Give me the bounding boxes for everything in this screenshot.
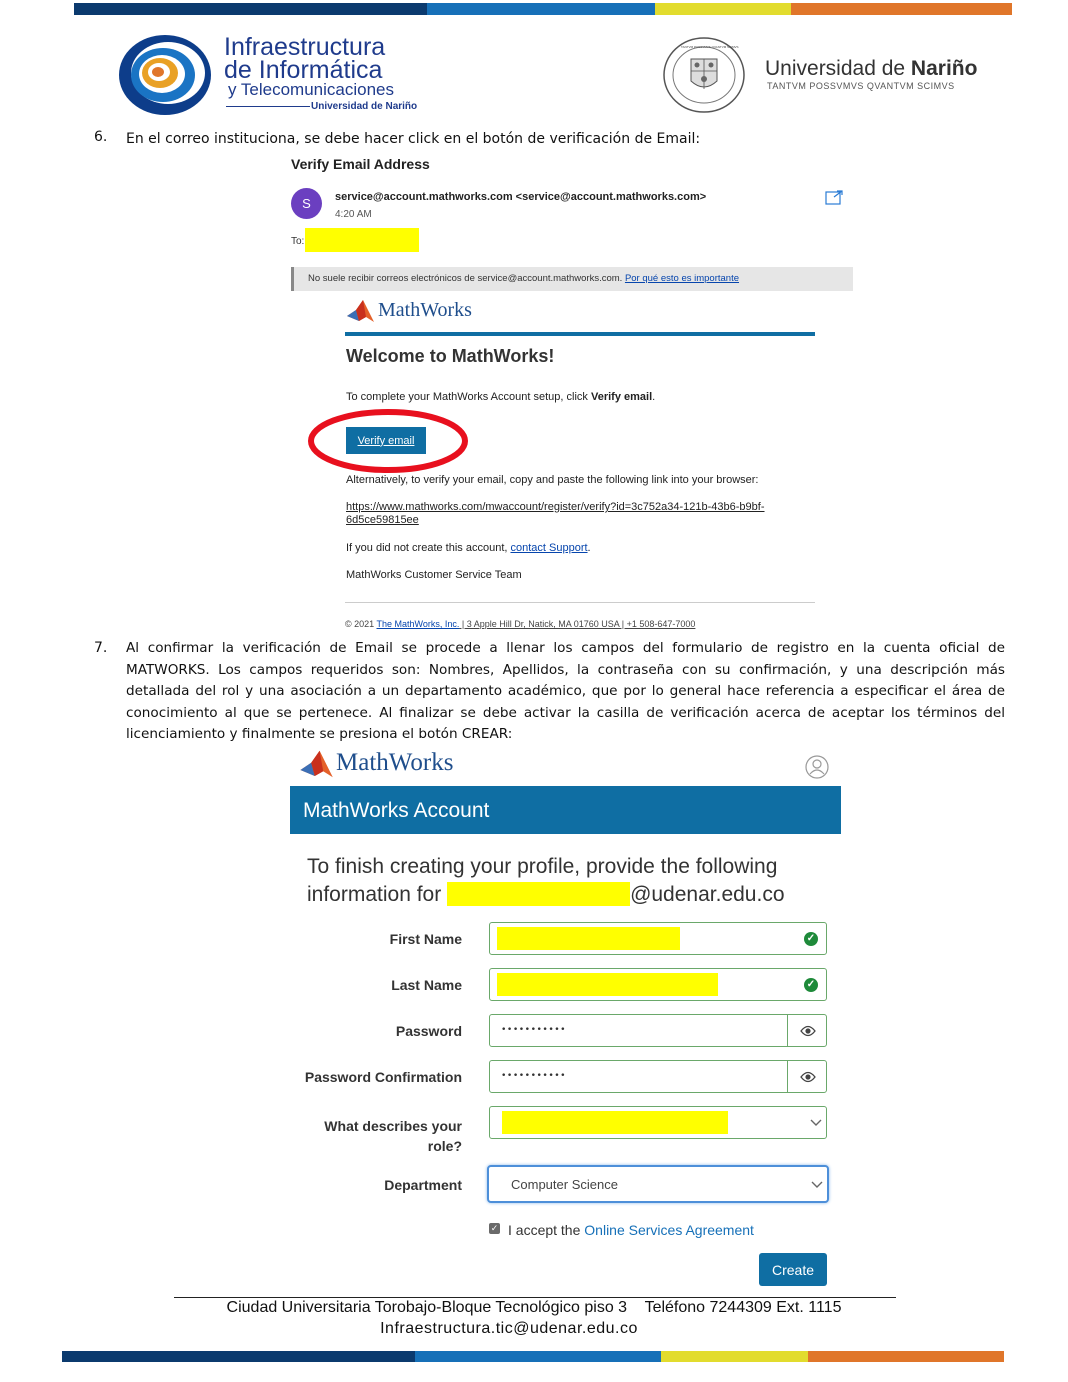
password-confirmation-label: Password Confirmation — [304, 1069, 462, 1085]
not-created-prefix: If you did not create this account, — [346, 542, 511, 554]
to-label: To: — [291, 236, 305, 247]
chevron-down-icon — [811, 1181, 823, 1189]
role-select[interactable] — [489, 1106, 827, 1139]
verify-email-button[interactable]: Verify email — [346, 427, 426, 454]
department-label: Department — [384, 1177, 462, 1193]
form-screenshot — [290, 746, 842, 1294]
step6-number: 6. — [94, 129, 108, 145]
udenar-name-prefix: Universidad de — [765, 57, 911, 80]
email-not-created — [346, 542, 591, 554]
eye-icon — [800, 1071, 816, 1083]
footer-copyright: © 2021 — [345, 619, 377, 629]
form-heading-domain: @udenar.edu.co — [630, 883, 785, 906]
accept-label — [508, 1222, 754, 1238]
accept-label-prefix: I accept the — [508, 1222, 585, 1238]
notice-message: No suele recibir correos electrónicos de service@account.mathworks.com. — [308, 273, 623, 284]
first-name-input[interactable] — [489, 922, 827, 955]
instruction-bold: Verify email — [590, 391, 653, 403]
tic-logo-emblem-icon — [118, 33, 216, 117]
create-button[interactable]: Create — [759, 1253, 827, 1286]
popout-icon[interactable] — [825, 190, 843, 205]
verify-link-line2[interactable]: 6d5ce59815ee — [346, 514, 419, 526]
password-value: ••••••••••• — [501, 1025, 567, 1035]
email-instruction — [346, 391, 655, 403]
role-redaction — [502, 1111, 728, 1134]
tic-logo-line2: de Informática — [224, 56, 383, 84]
footer-address: | 3 Apple Hill Dr, Natick, MA 01760 USA | +1 508-647-7000 — [459, 619, 696, 629]
form-heading — [307, 853, 785, 909]
tic-logo-line3: y Telecomunicaciones — [228, 80, 394, 99]
footer-rule — [174, 1297, 896, 1298]
password-label: Password — [395, 1023, 462, 1039]
email-screenshot — [285, 150, 855, 635]
department-value: Computer Science — [511, 1177, 618, 1192]
role-label-line1: What describes your — [324, 1118, 462, 1134]
password-input[interactable] — [489, 1014, 827, 1047]
form-mathworks-logo — [298, 749, 478, 781]
tic-logo-line1: Infraestructura — [224, 33, 386, 61]
email-subject: Verify Email Address — [291, 156, 430, 172]
notice-text — [308, 273, 739, 284]
step7-text: Al confirmar la verificación de Email se procede a llenar los campos del formulario de registro en la cuenta oficial de MATWORKS. Los campos requeridos son: Nombres, Apellidos, la contraseña con su confirmación, y una descripción más detallada del rol y una asociación a un departamento académico, que por lo general hace referencia a especificar el área de conocimiento al que se pertenece. Al finalizar se debe activar la casilla de verificación acerca de aceptar los términos del licenciamiento y finalmente se presiona el botón CREAR: — [126, 640, 1005, 742]
bottom-color-stripe — [62, 1351, 1004, 1362]
footer-address-line: Ciudad Universitaria Torobajo-Bloque Tecnológico piso 3 Teléfono 7244309 Ext. 1115 — [226, 1299, 842, 1316]
form-brand-name: MathWorks — [336, 749, 454, 776]
role-label-line2: role? — [427, 1138, 462, 1154]
tic-logo — [118, 33, 428, 118]
tic-logo-line4: Universidad de Nariño — [311, 101, 418, 112]
chevron-down-icon — [810, 1119, 822, 1127]
online-services-agreement-link[interactable]: Online Services Agreement — [584, 1222, 754, 1238]
user-profile-icon[interactable] — [805, 755, 829, 779]
email-mathworks-logo — [345, 299, 525, 325]
step6-text: En el correo instituciona, se debe hacer click en el botón de verificación de Email: — [126, 131, 701, 147]
password-toggle-visibility[interactable] — [787, 1015, 827, 1046]
accept-checkbox[interactable]: ✓ — [490, 1223, 499, 1233]
email-signature: MathWorks Customer Service Team — [346, 569, 522, 581]
email-time: 4:20 AM — [335, 209, 372, 220]
email-brand-rule — [345, 332, 815, 336]
email-footer-rule — [345, 602, 815, 603]
top-color-stripe — [74, 3, 1012, 15]
footer-company-link[interactable]: The MathWorks, Inc. — [376, 619, 460, 629]
mathworks-membrane-icon — [298, 749, 334, 779]
footer-email-line: Infraestructura.tic@udenar.edu.co — [380, 1320, 638, 1337]
udenar-logo — [663, 37, 983, 113]
password-confirmation-toggle-visibility[interactable] — [787, 1061, 827, 1092]
mathworks-membrane-icon — [345, 299, 375, 323]
account-banner — [290, 786, 841, 834]
password-confirmation-input[interactable] — [489, 1060, 827, 1093]
recipient-redaction — [305, 228, 419, 252]
last-name-input[interactable] — [489, 968, 827, 1001]
email-welcome-heading: Welcome to MathWorks! — [346, 346, 555, 366]
account-banner-title: MathWorks Account — [303, 799, 490, 822]
first-name-redaction — [497, 927, 680, 950]
external-sender-notice — [291, 267, 853, 291]
instruction-prefix: To complete your MathWorks Account setup, click — [346, 391, 591, 403]
udenar-name — [765, 57, 977, 81]
sender-avatar-letter: S — [302, 196, 311, 211]
sender-avatar — [291, 188, 322, 219]
role-label — [290, 1116, 462, 1156]
form-heading-line2 — [307, 881, 785, 909]
first-name-valid-icon: ✓ — [804, 932, 818, 946]
last-name-redaction — [497, 973, 718, 996]
red-annotation-ellipse — [307, 408, 469, 474]
eye-icon — [800, 1025, 816, 1037]
contact-support-link[interactable]: contact Support — [510, 542, 588, 554]
step7-number: 7. — [94, 640, 108, 656]
udenar-motto: TANTVM POSSVMVS QVANTVM SCIMVS — [767, 81, 955, 91]
last-name-valid-icon: ✓ — [804, 978, 818, 992]
notice-why-link[interactable]: Por qué esto es importante — [624, 273, 740, 284]
tic-logo-rule — [226, 106, 310, 107]
department-select[interactable] — [487, 1165, 829, 1203]
not-created-suffix: . — [587, 542, 591, 554]
email-redaction — [447, 882, 630, 906]
last-name-label: Last Name — [391, 977, 462, 993]
udenar-seal-text: TANTVM POSSVMVS QVANTVM SCIMVS — [681, 45, 739, 49]
form-heading-line1: To finish creating your profile, provide the following — [307, 855, 778, 878]
udenar-name-bold: Nariño — [910, 57, 978, 80]
password-confirmation-value: ••••••••••• — [501, 1071, 567, 1081]
sender-address: service@account.mathworks.com <service@account.mathworks.com> — [335, 191, 707, 203]
verify-link-line1[interactable]: https://www.mathworks.com/mwaccount/register/verify?id=3c752a34-121b-43b6-b9bf- — [346, 501, 765, 513]
email-footer — [345, 619, 695, 629]
email-brand-name: MathWorks — [378, 299, 472, 321]
form-heading-line2-prefix: information for — [307, 883, 448, 906]
first-name-label: First Name — [389, 931, 462, 947]
instruction-suffix: . — [652, 391, 656, 403]
email-alternative-text: Alternatively, to verify your email, copy and paste the following link into your browser: — [346, 474, 759, 486]
